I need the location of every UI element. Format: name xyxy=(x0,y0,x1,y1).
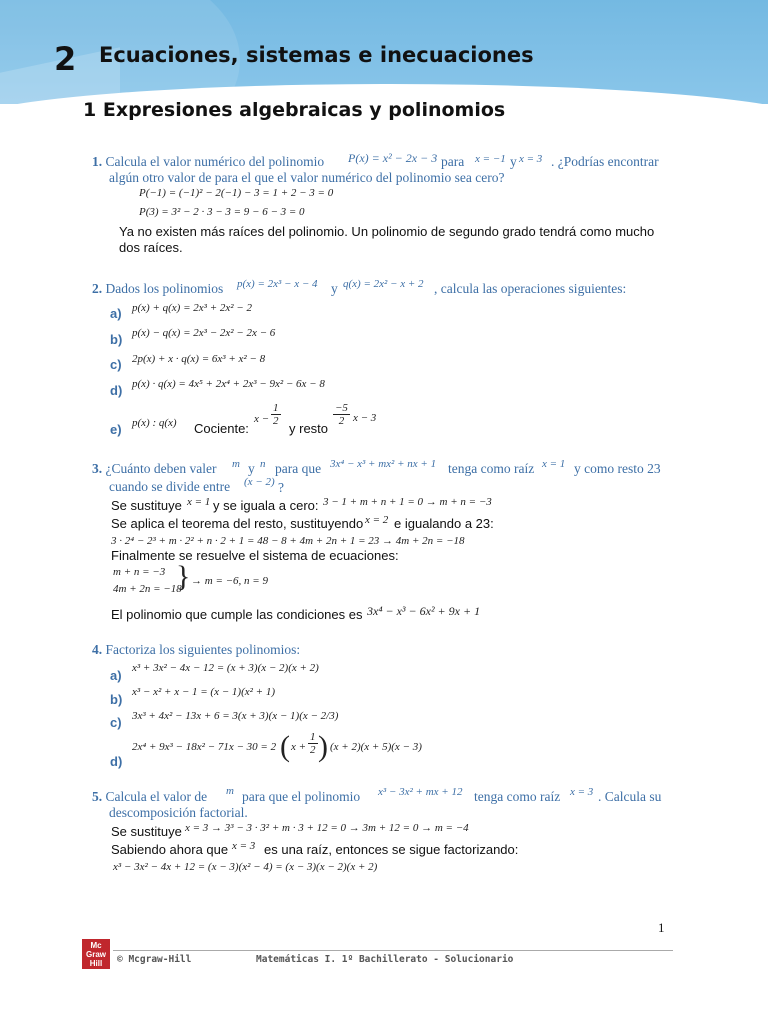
q4-item-a-expr: x³ + 3x² − 4x − 12 = (x + 3)(x − 2)(x + 2) xyxy=(132,662,319,674)
q5-step2-text: Sabiendo ahora que xyxy=(111,842,229,857)
q1-answer-line1: Ya no existen más raíces del polinomio. Un polinomio de segundo grado tendrá como mucho xyxy=(119,224,655,239)
q3-step1-eq: 3 − 1 + m + n + 1 = 0 → m + n = −3 xyxy=(323,496,492,508)
q2-item-a-expr: p(x) + q(x) = 2x³ + 2x² − 2 xyxy=(132,302,252,314)
q3-step2-x: x = 2 xyxy=(365,514,389,526)
footer-copyright: © Mcgraw-Hill xyxy=(117,954,192,965)
q1-number: 1. xyxy=(92,154,103,169)
q5-step1-eq: x = 3 → 3³ − 3 · 3² + m · 3 + 12 = 0 → 3m + 12 = 0 → m = −4 xyxy=(185,822,469,834)
q1-calc2: P(3) = 3² − 2 · 3 − 3 = 9 − 6 − 3 = 0 xyxy=(139,206,305,218)
q5-step2-text2: es una raíz, entonces se sigue factorizando: xyxy=(264,842,519,857)
q1-calc1: P(−1) = (−1)² − 2(−1) − 3 = 1 + 2 − 3 = 0 xyxy=(139,187,334,199)
q1-value1: x = −1 xyxy=(475,153,506,165)
q2-poly-p: p(x) = 2x³ − x − 4 xyxy=(237,278,318,290)
q2-item-c-label: c) xyxy=(110,357,122,372)
q1-value2: x = 3 xyxy=(519,153,543,165)
footer-divider xyxy=(113,950,673,951)
q3-step1-x: x = 1 xyxy=(187,496,211,508)
q3-root: x = 1 xyxy=(542,458,566,470)
q2-item-b-label: b) xyxy=(110,332,123,347)
q1-line1 xyxy=(92,154,324,170)
q5-number: 5. xyxy=(92,789,103,804)
q1-answer-line2: dos raíces. xyxy=(119,240,183,255)
q3-step1-text: Se sustituye xyxy=(111,498,182,513)
q3-text: ¿Cuánto deben valer xyxy=(105,461,217,476)
q3-final-polynomial: 3x⁴ − x³ − 6x² + 9x + 1 xyxy=(367,604,481,618)
q3-text-para: para que xyxy=(275,461,322,476)
q2-item-e-label: e) xyxy=(110,422,122,437)
q3-system-result: → m = −6, n = 9 xyxy=(191,575,268,587)
q5-polynomial: x³ − 3x² + mx + 12 xyxy=(378,786,463,798)
q2-item-e-expr: p(x) : q(x) xyxy=(132,417,177,429)
q2-item-b-expr: p(x) − q(x) = 2x³ − 2x² − 2x − 6 xyxy=(132,327,276,339)
q5-var-m: m xyxy=(226,785,234,797)
q5-text-end: . Calcula su xyxy=(598,789,662,804)
q2-resto-label: y resto xyxy=(289,421,329,436)
q3-divisor: (x − 2) xyxy=(244,476,275,488)
q3-text-y: y xyxy=(248,461,255,476)
section-title: 1 Expresiones algebraicas y polinomios xyxy=(83,99,506,121)
q3-step2-text2: e igualando a 23: xyxy=(394,516,494,531)
q2-resto-expr: x − 3 xyxy=(353,412,377,424)
chapter-number: 2 xyxy=(54,40,77,78)
q3-step2-text: Se aplica el teorema del resto, sustituyendo xyxy=(111,516,364,531)
q3-step1-text2: y se iguala a cero: xyxy=(213,498,319,513)
mcgraw-hill-logo: Mc Graw Hill xyxy=(82,939,110,969)
q5-text-raiz: tenga como raíz xyxy=(474,789,561,804)
q2-text-y: y xyxy=(331,281,338,296)
q2-item-c-expr: 2p(x) + x · q(x) = 6x³ + x² − 8 xyxy=(132,353,266,365)
q3-polynomial: 3x⁴ − x³ + mx² + nx + 1 xyxy=(330,458,437,470)
q1-text: Calcula el valor numérico del polinomio xyxy=(105,154,325,169)
q2-poly-q: q(x) = 2x² − x + 2 xyxy=(343,278,424,290)
q3-line1 xyxy=(92,461,216,477)
q5-step2-x: x = 3 xyxy=(232,840,256,852)
q4-item-d-paren-open: ( xyxy=(280,730,290,763)
q5-line1 xyxy=(92,789,207,805)
q4-number: 4. xyxy=(92,642,103,657)
q4-item-b-label: b) xyxy=(110,692,123,707)
q2-item-d-expr: p(x) · q(x) = 4x⁵ + 2x⁴ + 2x³ − 9x² − 6x − 8 xyxy=(132,378,325,390)
q3-question-mark: ? xyxy=(278,480,284,495)
q4-item-d-term: x + xyxy=(291,741,307,753)
q1-text-y: y xyxy=(510,154,517,169)
q1-polynomial: P(x) = x² − 2x − 3 xyxy=(348,151,438,165)
q2-item-d-label: d) xyxy=(110,383,123,398)
q4-item-c-expr: 3x³ + 4x² − 13x + 6 = 3(x + 3)(x − 1)(x − 2/3) xyxy=(132,710,339,722)
q4-text: Factoriza los siguientes polinomios: xyxy=(105,642,301,657)
q3-var-m: m xyxy=(232,458,240,470)
q3-number: 3. xyxy=(92,461,103,476)
q5-root: x = 3 xyxy=(570,786,594,798)
chapter-title: Ecuaciones, sistemas e inecuaciones xyxy=(99,43,534,67)
q5-text-para: para que el polinomio xyxy=(242,789,361,804)
q4-item-d-fraction: $\frac{1}{2}$ xyxy=(310,731,316,756)
q1-text-end: . ¿Podrías encontrar xyxy=(551,154,659,169)
page-number: 1 xyxy=(658,920,665,935)
q3-text-raiz: tenga como raíz xyxy=(448,461,535,476)
q3-var-n: n xyxy=(260,458,266,470)
q2-text-end: , calcula las operaciones siguientes: xyxy=(434,281,627,296)
q2-cociente-label: Cociente: xyxy=(194,421,249,436)
q2-cociente-fraction: $\frac{1}{2}$ xyxy=(273,402,279,427)
footer-course: Matemáticas I. 1º Bachillerato - Solucionario xyxy=(256,954,514,965)
q2-text: Dados los polinomios xyxy=(105,281,224,296)
q4-line1 xyxy=(92,642,300,658)
q3-system-brace: } xyxy=(176,560,191,593)
q4-item-d-expr: 2x⁴ + 9x³ − 18x² − 71x − 30 = 2 xyxy=(132,741,277,753)
q2-line1 xyxy=(92,281,223,297)
q5-step3-eq: x³ − 3x² − 4x + 12 = (x − 3)(x² − 4) = (x − 3)(x − 2)(x + 2) xyxy=(113,861,378,873)
q1-line2: algún otro valor de para el que el valor numérico del polinomio sea cero? xyxy=(109,170,505,185)
q2-item-a-label: a) xyxy=(110,306,122,321)
q4-item-d-label: d) xyxy=(110,754,123,769)
q3-step4-text: El polinomio que cumple las condiciones es xyxy=(111,607,363,622)
q5-step1-text: Se sustituye xyxy=(111,824,182,839)
q2-resto-fraction: $\frac{-5}{2}$ xyxy=(335,402,348,427)
q5-text: Calcula el valor de xyxy=(105,789,208,804)
q4-item-d-rest: (x + 2)(x + 5)(x − 3) xyxy=(330,741,422,753)
q3-system-eq1: m + n = −3 xyxy=(113,566,166,578)
q4-item-b-expr: x³ − x² + x − 1 = (x − 1)(x² + 1) xyxy=(132,686,275,698)
q4-item-c-label: c) xyxy=(110,715,122,730)
q3-system-eq2: 4m + 2n = −18 xyxy=(113,583,182,595)
q3-line2: cuando se divide entre xyxy=(109,479,231,494)
q3-step3-text: Finalmente se resuelve el sistema de ecuaciones: xyxy=(111,548,399,563)
q2-number: 2. xyxy=(92,281,103,296)
q4-item-a-label: a) xyxy=(110,668,122,683)
q3-text-resto: y como resto 23 xyxy=(574,461,661,476)
q1-text-para: para xyxy=(441,154,465,169)
q3-step2-eq: 3 · 2⁴ − 2³ + m · 2² + n · 2 + 1 = 48 − 8 + 4m + 2n + 1 = 23 → 4m + 2n = −18 xyxy=(111,535,465,547)
q5-line2: descomposición factorial. xyxy=(109,805,248,820)
q2-cociente-expr: x − xyxy=(254,413,270,425)
q4-item-d-paren-close: ) xyxy=(318,730,328,763)
